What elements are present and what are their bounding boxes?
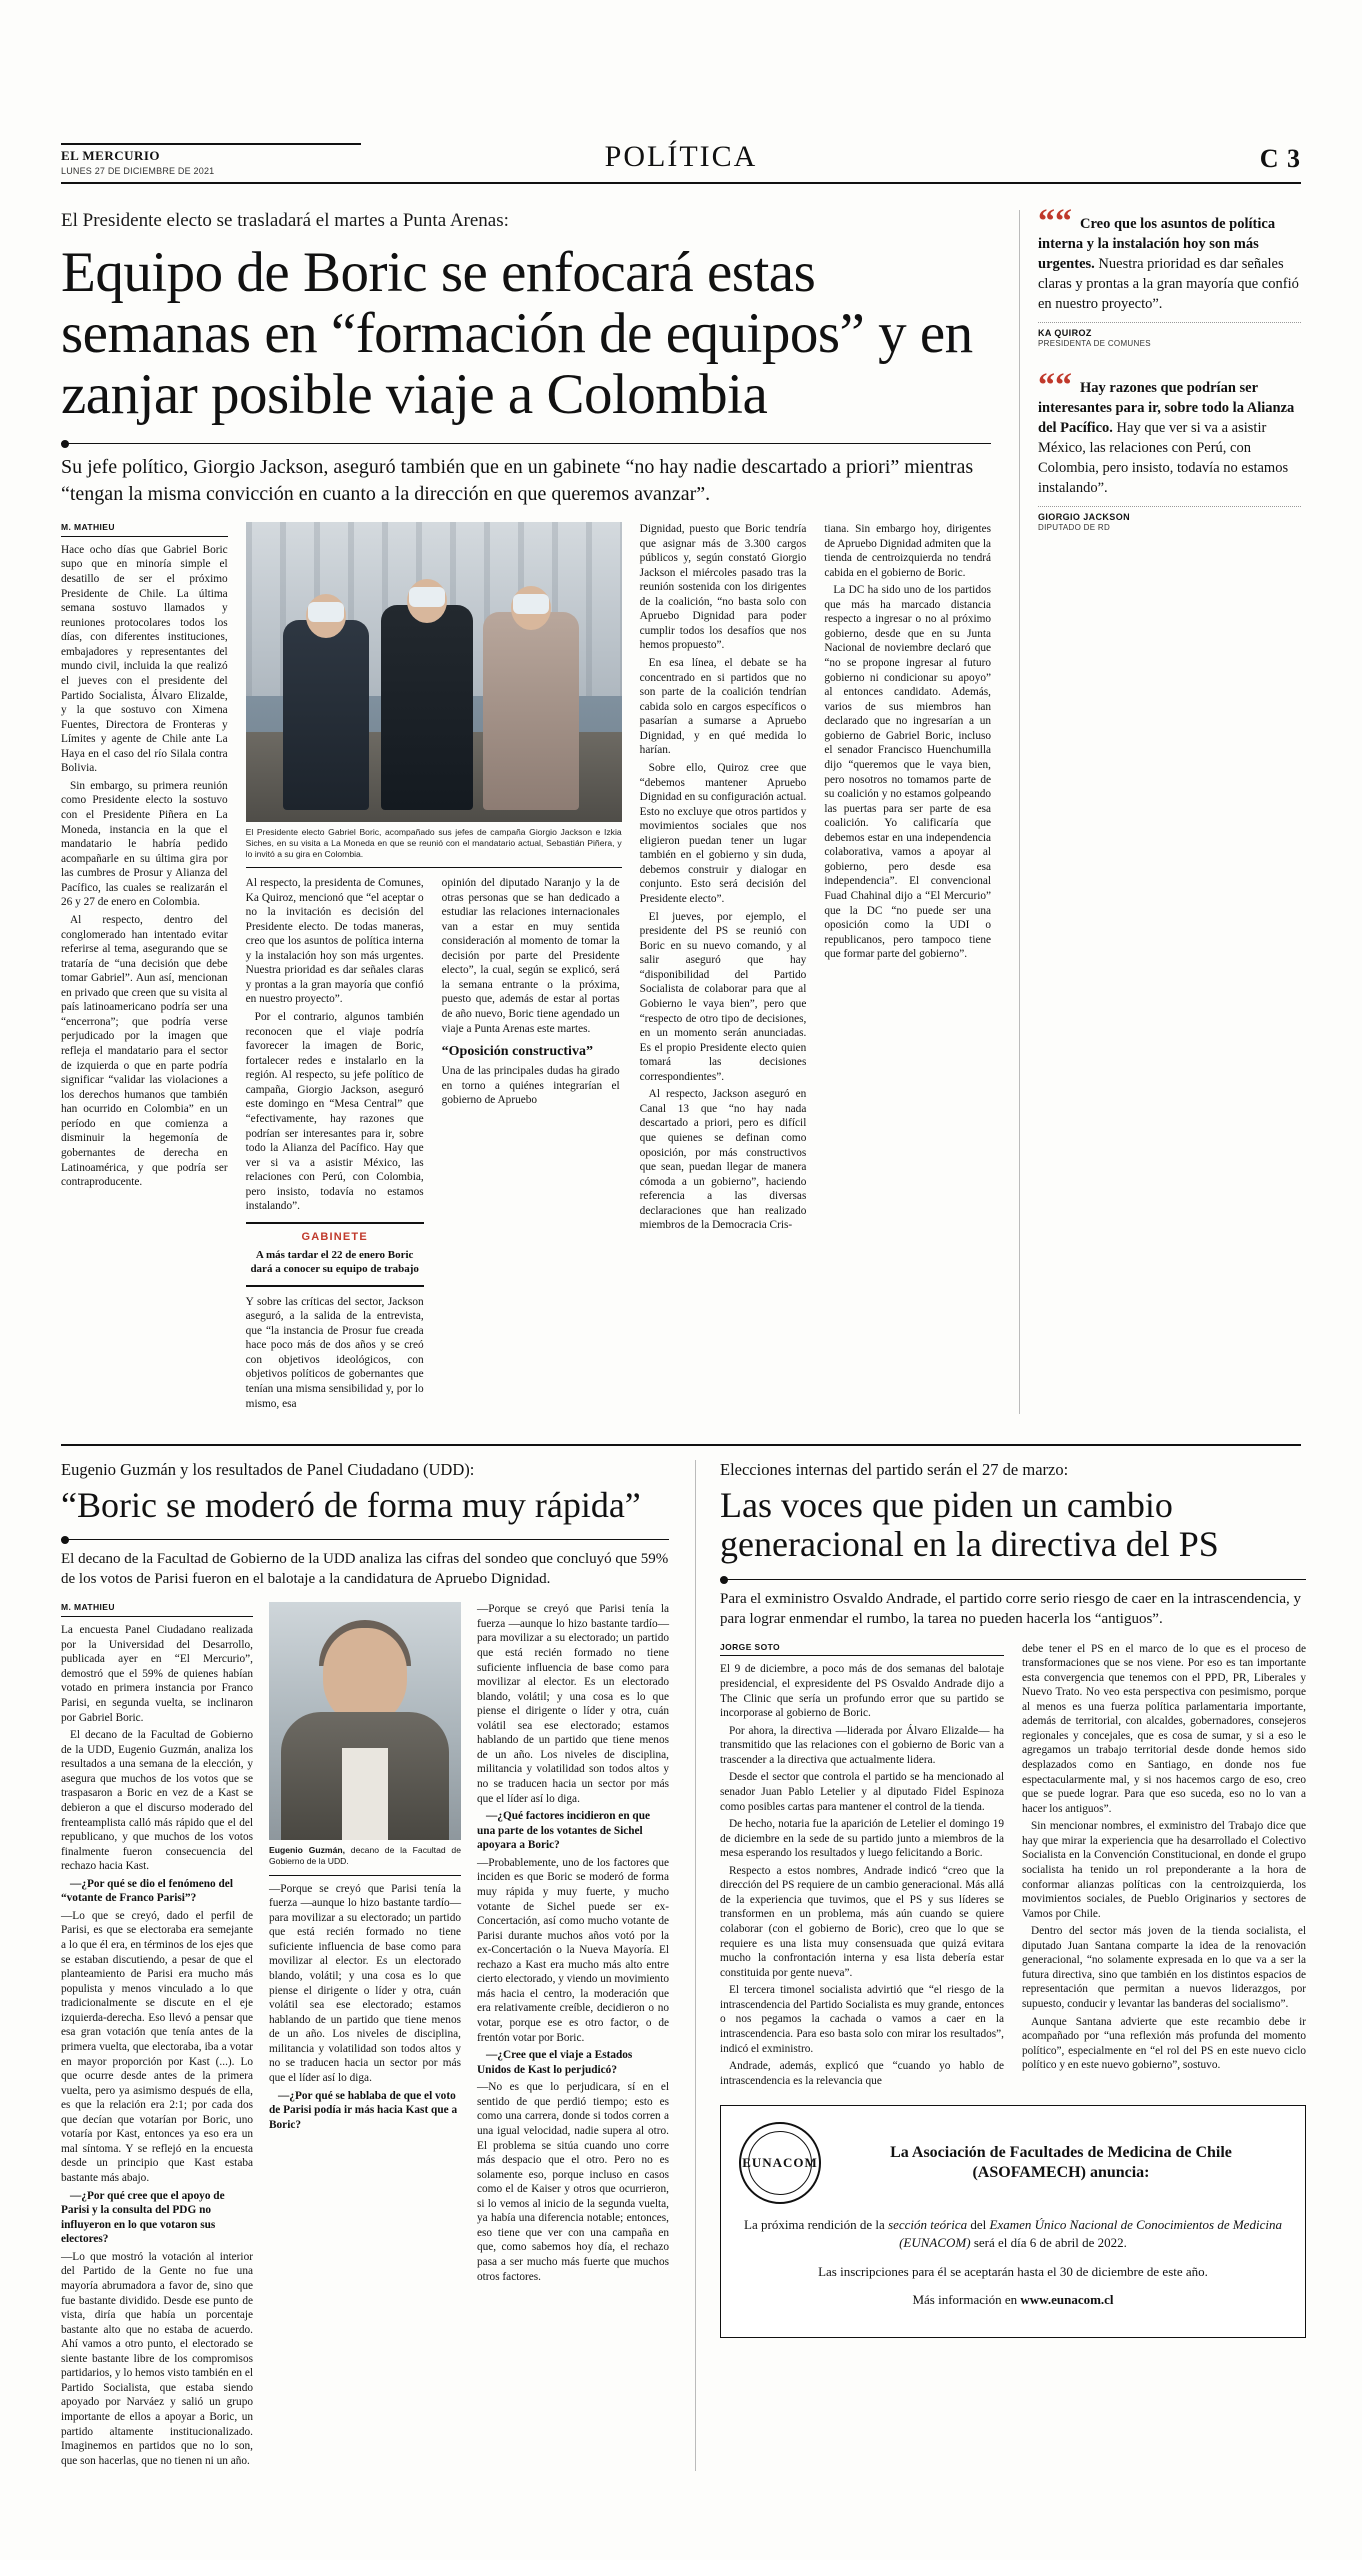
masthead-left xyxy=(61,143,361,176)
lead-deck: Su jefe político, Giorgio Jackson, aseguró también que en un gabinete “no hay nadie descartado a priori” mientras “tengan la misma convicción en cuanto a la dirección en que queremos avanzar”. xyxy=(61,455,974,505)
ad-line-4 xyxy=(739,2291,1287,2309)
lead-column-1 xyxy=(61,522,228,1414)
paragraph: Sin mencionar nombres, el exministro del Trabajo dice que hay que mirar la experiencia que ha desarrollado el Colectivo Socialista en la Convención Constitucional, en donde el grupo socialista ha tenido un rol preponderante a la hora de conformar alianzas políticas con la centroizquierda, los movimientos sociales, de Pueblo Originarios y sectores de Vamos por Chile. xyxy=(1022,1820,1306,1920)
infobox-title: GABINETE xyxy=(301,1230,368,1243)
paragraph: Por ahora, la directiva —liderada por Álvaro Elizalde— ha transmitido que las relaciones con el gobierno de Boric van a trascender a la directiva que actualmente lidera. xyxy=(720,1724,1004,1766)
pullquote-attribution-name: GIORGIO JACKSON xyxy=(1038,512,1131,522)
story3-headline: Las voces que piden un cambio generacional en la directiva del PS xyxy=(720,1485,1219,1565)
photo-head xyxy=(306,594,346,638)
story2-headline: “Boric se moderó de forma muy rápida” xyxy=(61,1485,641,1526)
photo-person-boric xyxy=(381,605,473,810)
story3-column-1 xyxy=(720,1642,1004,2092)
story2-kicker: Eugenio Guzmán y los resultados de Panel Ciudadano (UDD): xyxy=(61,1460,475,1480)
ad-line-1 xyxy=(739,2216,1287,2252)
lead-subcolumns xyxy=(246,876,622,1414)
paragraph: El decano de la Facultad de Gobierno de la UDD, Eugenio Guzmán, analiza los resultados a una semana de la elección, y asegura que muchos de los votos que se traspasaron a Boric en vez de a Kast se debieron a que el discurso moderado del frenteamplista calló más rápido que el del republicano, y que muchos de los votos finalmente fueron consecuencia del rechazo hacia Kast. xyxy=(61,1729,253,1873)
section-title: POLÍTICA xyxy=(604,140,758,173)
paragraph: El jueves, por ejemplo, el presidente del PS se reunió con Boric en su nuevo comando, y al salir aseguró que hay “disponibilidad del Partido Socialista de colaborar para que al Gobierno le vaya bien”, pero que “respecto de otro tipo de decisiones, en un momento serán anunciadas. Es el propio Presidente electo quien tomará las decisiones correspondientes”. xyxy=(639,910,807,1083)
lead-column-2 xyxy=(246,876,424,1414)
lead-column-5 xyxy=(824,522,991,1414)
photo-head xyxy=(407,579,447,623)
answer: —Lo que mostró la votación al interior del Partido de la Gente no fue una mayoría abrumadora a favor de, sino que fue bastante dividido. Desde ese punto de vista, diría que había un porcentaje bastante alto que no estaba de acuerdo. Ahí vamos a otro punto, el electorado se siente bastante libre de los compromisos partidarios, y lo hemos visto también en el Partido Socialista, que estaba siendo apoyado por Narváez y salió un grupo importante de ellos a apoyar a Boric, un partido altamente institucionalizado. Imaginemos en partidos que no lo son, que son hacerlas, que no tienen ni un año. xyxy=(61,2250,254,2467)
story3-columns xyxy=(720,1642,1306,2092)
lead-byline: M. MATHIEU xyxy=(61,522,228,537)
question: —¿Por qué se dio el fenómeno del “votante de Franco Parisi”? xyxy=(61,1877,233,1905)
pullquote-text xyxy=(1038,216,1299,312)
ad-more-info-prefix: Más información en xyxy=(912,2291,1021,2307)
question: —¿Cree que el viaje a Estados Unidos de Kast lo perjudicó? xyxy=(477,2049,633,2076)
portrait-caption-name: Eugenio Guzmán, xyxy=(269,1845,345,1856)
pullquote-1 xyxy=(1038,203,1301,348)
face-mask-icon xyxy=(308,602,344,622)
divider xyxy=(1038,506,1301,507)
paragraph: Andrade, además, explicó que “cuando yo hablo de intrascendencia es la relevancia que xyxy=(720,2060,1004,2087)
paragraph: debe tener el PS en el marco de lo que es el proceso de transformaciones que se nos viene. Por eso es tan importante esta convergencia que tenemos con el PPD, PR, Liberales y Nuevo Trato. No veo esta perspectiva con pesimismo, porque al menos es una fuerza política parlamentaria importante, además de territorial, con alcaldes, gobernadores, consejeros regionales y concejales, que es cosa de sumar, y si a eso le agregamos un trabajo territorial desde donde hemos sido desplazados como en Santiago, en donde nos fue espectacularmente mal, y si nos hacemos cargo de eso, creo que se puede lograr. Para que eso suceda, eso no lo van a hacer los antiguos”. xyxy=(1022,1642,1306,1815)
lead-divider xyxy=(61,443,991,444)
lead-column-4 xyxy=(640,522,807,1414)
paragraph: Desde el sector que controla el partido se ha mencionado al senador Juan Pablo Letelier y al diputado Fidel Espinoza como posibles cartas para mantener el control de la tienda. xyxy=(720,1771,1004,1813)
advertisement-eunacom xyxy=(720,2105,1306,2338)
lead-photo xyxy=(246,522,622,822)
pullquote-text-rest: Nuestra prioridad es dar señales claras y prontas a la gran mayoría que confió en nuestro proyecto”. xyxy=(1038,256,1299,312)
paragraph: —Porque se creyó que Parisi tenía la fuerza —aunque lo hizo bastante tardío— para movilizar a su electorado; un partido que está recién formado no tiene suficiente influencia de base como para movilizar al elector. Es un electorado blando, volátil; y una cosa es lo que piense el dirigente o líder y otra, cuán volátil sea ese electorado; estamos hablando de un partido que tiene menos de un año. Los niveles de disciplina, militancia y volatilidad son todos altos y no se traducen hacia un sector por más que el líder así lo diga. xyxy=(477,1603,669,1805)
paragraph: En esa línea, el debate se ha concentrado en si partidos que no son parte de la coalición tendrían cabida solo en cargos específicos o pasarían a sumarse a Apruebo Dignidad, y en qué medida lo harían. xyxy=(639,657,807,757)
paragraph: Al respecto, dentro del conglomerado han intentado evitar referirse al tema, asegurando que se trataría de “una decisión que debe tomar Gabriel”. Aun así, mencionan en privado que creen que su visita al país latinoamericano podría ser una “encerrona”; que podría verse perjudicado por la imagen que refleja el mandatario para el sector de izquierda o que en parte podría significar “validar las violaciones a los derechos humanos que también han ocurrido en Colombia” en un período en que comienza a disminuir la hegemonía de gobernantes de derecha en Latinoamérica, y que podría ser contraproducente. xyxy=(61,913,228,1189)
paragraph: Sin embargo, su primera reunión como Presidente electo la sostuvo con el Presidente Piñera en La Moneda, instancia en la que el mandatario le habría pedido acompañarle en su última gira por las cumbres de Prosur y Alianza del Pacífico, las cuales se realizarán el 26 y 27 de enero en Colombia. xyxy=(61,779,228,909)
paragraph: Respecto a estos nombres, Andrade indicó “creo que la dirección del PS requiere de un cambio generacional. Más allá de la experiencia que tuvimos, que el PS y sus líderes se transformen en un problema, más aún cuando se quiere colaborar (con el gobierno de Boric), creo que lo que se requiere es una lista muy consensuada que quizá evitara mucho la confrontación interna y esa lista debería estar constituida por gente nueva”. xyxy=(720,1864,1004,1979)
lead-body xyxy=(61,522,991,1414)
ad-exam-date: será el día 6 de abril de 2022. xyxy=(970,2235,1127,2251)
story3-byline: JORGE SOTO xyxy=(720,1642,1004,1657)
publication-date: LUNES 27 DE DICIEMBRE DE 2021 xyxy=(61,166,215,176)
face-mask-icon xyxy=(513,594,549,614)
paragraph: Al respecto, Jackson aseguró en Canal 13 que “no hay nada descartado a priori, pero es difícil que quienes se definan como oposición, por más constructivos que sean, puedan llegar de manera cómoda a un gobierno”, haciendo referencia a las diversas declaraciones que han realizado miembros de la Democracia Cris- xyxy=(639,1088,807,1232)
ad-title: La Asociación de Facultades de Medicina de Chile (ASOFAMECH) anuncia: xyxy=(890,2144,1232,2182)
pullquote-text-bold: Creo que los asuntos de política interna y la instalación hoy son más urgentes. xyxy=(1038,216,1276,272)
pullquote-2 xyxy=(1038,367,1301,532)
paragraph: tiana. Sin embargo hoy, dirigentes de Apruebo Dignidad admiten que la tienda de centroizquierda no tendrá cabida en el gobierno de Boric. xyxy=(824,522,992,579)
story2-divider xyxy=(61,1539,669,1540)
story2-column-3 xyxy=(477,1602,669,2471)
question: —¿Qué factores incidieron en que una parte de los votantes de Sichel apoyara a Boric? xyxy=(477,1810,651,1852)
story2-portrait-photo xyxy=(269,1602,461,1840)
photo-person-jackson xyxy=(283,620,369,810)
story3-column-2 xyxy=(1022,1642,1306,2092)
ad-line1-emph: sección teórica xyxy=(888,2217,968,2233)
quote-mark-icon: ““ xyxy=(1038,203,1072,240)
masthead xyxy=(61,140,1301,184)
divider xyxy=(1038,322,1301,323)
ad-website-link[interactable]: www.eunacom.cl xyxy=(1020,2291,1114,2307)
paragraph: Dignidad, puesto que Boric tendría que asignar más de 3.300 cargos públicos y, según constató Giorgio Jackson el miércoles pasado tras la reunión sostenida con los dirigentes de la coalición, “no basta solo con Apruebo Dignidad para poder cumplir todos los desafíos que nos hemos propuesto”. xyxy=(639,522,807,652)
story-ps xyxy=(695,1460,1306,2471)
paragraph: De hecho, notaria fue la aparición de Letelier el domingo 19 de diciembre en la sede de su partido junto a miembros de la mesa esperando los resultados y luego felicitando a Boric. xyxy=(720,1818,1004,1860)
pullquote-text xyxy=(1038,380,1294,496)
answer: —Probablemente, uno de los factores que inciden es que Boric se moderó de forma muy rápida y muy fuerte, y mucho votante de Sichel puede ser ex-Concertación, así como mucho votante de Parisi durante muchos años votó por la ex-Concertación o la Nueva Mayoría. El rechazo a Kast era mucho más alto entre cierto electorado, y viendo un movimiento más hacia el centro, la moderación que era relativamente creíble, decidieron o no votar, porque ese es otro factor, o de frentón votar por Boric. xyxy=(477,1856,669,2044)
ad-header xyxy=(739,2122,1287,2204)
question: —¿Por qué cree que el apoyo de Parisi y la consulta del PDG no influyeron en lo que votaron sus electores? xyxy=(61,2189,225,2246)
newspaper-brand: EL MERCURIO xyxy=(61,143,361,164)
lead-kicker: El Presidente electo se trasladará el martes a Punta Arenas: xyxy=(61,210,509,231)
story2-column-2 xyxy=(269,1602,461,2471)
story2-column-1 xyxy=(61,1602,253,2471)
ad-line-3: Las inscripciones para él se aceptarán hasta el 30 de diciembre de este año. xyxy=(818,2263,1208,2279)
ad-exam-name: Examen Único Nacional de Conocimientos de Medicina (EUNACOM) xyxy=(899,2217,1282,2251)
pullquote-attribution-name: KA QUIROZ xyxy=(1038,328,1092,338)
photo-head xyxy=(511,586,551,630)
portrait-caption-rest: decano de la Facultad de Gobierno de la UDD. xyxy=(269,1845,461,1867)
answer: —Porque se creyó que Parisi tenía la fuerza —aunque lo hizo bastante tardío— para movilizar a su electorado; un partido que está recién formado no tiene suficiente influencia de base como para movilizar al elector. Es un electorado blando, volátil; y una cosa es lo que piense el dirigente o líder y otra, cuán volátil sea ese electorado; estamos hablando de un partido que tiene menos de un año. Los niveles de disciplina, militancia y volatilidad son todos altos y no se traducen hacia un sector por más que el líder así lo diga. xyxy=(269,1882,461,2084)
question: —¿Por qué se hablaba de que el voto de Parisi podía ir más hacia Kast que a Boric? xyxy=(269,2089,458,2131)
ad-body xyxy=(739,2216,1287,2309)
pullquote-text-bold: Hay razones que podrían ser interesantes para ir, sobre todo la Alianza del Pacífico. xyxy=(1038,380,1295,436)
paragraph: Y sobre las críticas del sector, Jackson aseguró, a la salida de la entrevista, que “la instancia de Prosur fue creada hace poco más de dos años y se creó con objetivos ideológicos, con objetivos políticos de gobernantes que tenían una misma sensibilidad y, por lo mismo, esa xyxy=(245,1295,424,1410)
pullquote-attribution-role: DIPUTADO DE RD xyxy=(1038,523,1111,532)
lead-main xyxy=(61,210,991,1414)
pullquote-attribution-role: PRESIDENTA DE COMUNES xyxy=(1038,339,1151,348)
lead-column-3 xyxy=(442,876,620,1414)
paragraph: Una de las principales dudas ha girado en torno a quiénes integrarían el gobierno de Apruebo xyxy=(441,1065,620,1107)
photo-person-siches xyxy=(483,612,579,810)
story3-deck: Para el exministro Osvaldo Andrade, el partido corre serio riesgo de caer en la intrascendencia, y para lograr enmendar el rumbo, la tarea no pueden hacerla los “antiguos”. xyxy=(720,1590,1302,1627)
pullquote-rail xyxy=(1019,203,1301,1414)
lead-story xyxy=(61,203,1301,1414)
answer: —No es que lo perjudicara, sí en el sentido de que perdió tiempo; esto es como una carrera, donde si todos corren a una igual velocidad, nadie supera al otro. El problema se sitúa cuando uno corre más despacio que el otro. Pero no es solamente eso, porque incluso en casos como el de Kaiser y otros que ocurrieron, si lo vemos al inicio de la segunda vuelta, ya había una diferencia notable; entonces, eso tiene que ver con una campaña en que, como sabemos hoy día, el rechazo pasa a ser mucho más fuerte que muchos otros factores. xyxy=(477,2081,669,2283)
infobox-text: A más tardar el 22 de enero Boric dará a conocer su equipo de trabajo xyxy=(250,1249,419,1276)
story3-divider xyxy=(720,1579,1306,1580)
portrait-head xyxy=(323,1628,407,1724)
lead-photo-caption: El Presidente electo Gabriel Boric, acompañado sus jefes de campaña Giorgio Jackson e Izkia Siches, en su visita a La Moneda en que se reunió con el mandatario actual, Sebastián Piñera, y lo invitó a su gira en Colombia. xyxy=(246,822,622,868)
story-guzman xyxy=(61,1460,669,2471)
lead-headline: Equipo de Boric se enfocará estas semanas en “formación de equipos” y en zanjar posible viaje a Colombia xyxy=(61,241,973,426)
paragraph: Sobre ello, Quiroz cree que “debemos mantener Apruebo Dignidad en su configuración actual. Esto no excluye que otros partidos y movimientos sociales que nos eligieron puedan tener un lugar también en el gobierno y sin duda, debemos construir y dialogar en conjunto. Esto será decisión del Presidente electo”. xyxy=(639,761,807,906)
lead-subhead: “Oposición constructiva” xyxy=(441,1044,593,1060)
story2-deck: El decano de la Facultad de Gobierno de la UDD analiza las cifras del sondeo que concluyó que 59% de los votos de Parisi fueron en el balotaje a la candidatura de Apruebo Dignidad. xyxy=(61,1551,669,1588)
paragraph: opinión del diputado Naranjo y la de otras personas que se han dedicado a estudiar las relaciones internacionales van a estar en muy sentida consideración al momento de tomar la decisión por parte del Presidente electo”, la cual, según se explicó, será la semana entrante o la próxima, puesto que, además de estar al portas de año nuevo, Boric tiene agendado un viaje a Punta Arenas este martes. xyxy=(441,876,620,1035)
paragraph: Hace ocho días que Gabriel Boric supo que en minoría simple el desatillo de ser el próximo Presidente de Chile. La última semana sostuvo llamados y reuniones protocolares todos los días, con diferentes instituciones, embajadores y representantes del mundo civil, incluida la que realizó el jueves con el presidente del Partido Socialista, Álvaro Elizalde, y la que sostuvo con Ximena Fuentes, Directora de Fronteras y Límites y agente de Chile ante La Haya en el caso del río Silala contra Bolivia. xyxy=(61,543,228,775)
story2-portrait-caption xyxy=(269,1840,461,1875)
story2-columns xyxy=(61,1602,669,2471)
paragraph: La DC ha sido uno de los partidos que más ha marcado distancia respecto a ingresar o no al próximo gobierno, desde que en su Junta Nacional de noviembre declaró que “no se propone ingresar al futuro gobierno ni condicionar su apoyo” al entonces candidato. Además, varios de sus miembros han declarado que no ingresarían a un gobierno de Gabriel Boric, incluso el senador Francisco Huenchumilla dijo “queremos que le vaya bien, pero nosotros no tomamos parte de su coalición y no estamos golpeando las puertas para ser parte de esa coalición. Yo calificaría que debemos estar en una independencia colaborativa, vamos a apoyar al gobierno, pero desde esa independencia”. El convencional Fuad Chahinal dijo a “El Mercurio” que la DC “no puede ser una oposición como la UDI o republicanos, pero tampoco tiene que formar parte del gobierno”. xyxy=(824,584,992,961)
page-number: C 3 xyxy=(1259,144,1301,173)
lower-section xyxy=(61,1444,1306,2471)
paragraph: Aunque Santana advierte que este recambio debe ir acompañado por “una reflexión más profunda del momento político”, especialmente en “el rol del PS en este nuevo ciclo político y en este nuevo gobierno”, sostuvo. xyxy=(1022,2015,1306,2072)
infobox-gabinete xyxy=(246,1222,424,1287)
story3-kicker: Elecciones internas del partido serán el 27 de marzo: xyxy=(720,1460,1069,1480)
ad-line1-mid: del xyxy=(967,2217,990,2233)
quote-mark-icon: ““ xyxy=(1038,367,1072,404)
logo-text: EUNACOM xyxy=(742,2155,818,2171)
paragraph: Dentro del sector más joven de la tienda socialista, el diputado Juan Santana comparte la idea de la renovación generacional, “no solamente expresada en lo que va a ser la futura directiva, sino que también en los distintos espacios de representación que permitan a nuevos liderazgos, por supuesto, conducir y levantar las banderas del socialismo”. xyxy=(1022,1925,1306,2011)
paragraph: El tercera timonel socialista advirtió que “el riesgo de la intrascendencia del Partido Socialista es muy grande, entonces o nos pegamos la cachada o vamos a caer en la intrascendencia. Para eso basta solo con mirar los resultados”, indicó el exministro. xyxy=(720,1984,1004,2055)
portrait-shirt xyxy=(342,1748,388,1840)
story2-byline: M. MATHIEU xyxy=(61,1602,253,1617)
ad-line1-prefix: La próxima rendición de la xyxy=(744,2217,889,2233)
pullquote-text-rest: Hay que ver si va a asistir México, las relaciones con Perú, con Colombia, pero insisto, todavía no estamos instalando”. xyxy=(1038,420,1289,496)
face-mask-icon xyxy=(409,587,445,607)
lead-photo-block xyxy=(246,522,622,1414)
paragraph: El 9 de diciembre, a poco más de dos semanas del balotaje presidencial, el expresidente del PS Osvaldo Andrade dijo a The Clinic que sería un profundo error que su partido se incorporase al gobierno de Boric. xyxy=(720,1663,1004,1720)
answer: —Lo que se creyó, dado el perfil de Parisi, es que se electoraba era semejante a lo que él era, en términos de los ejes que se estaban discutiendo, a pesar de que el planteamiento de Parisi era mucho más populista y menos vinculado a lo que tradicionalmente se discute en el eje izquierda-derecha. Eso llevó a pensar que esa gran votación que tenía antes de la primera vuelta, que electoraba, iba a votar en mayor proporción por Kast (...). Lo que ocurre desde antes de la primera vuelta, pero ya asimismo después de ella, es que la relación era 2:1; por cada dos que decían que votarían por Boric, uno votaría por Kast, entonces ya eso era un mal síntoma. Y se reflejó en la encuesta desde un principio que Kast estaba bastante más abajo. xyxy=(61,1909,253,2185)
paragraph: La encuesta Panel Ciudadano realizada por la Universidad del Desarrollo, publicada ayer en “El Mercurio”, demostró que el 59% de quienes habían votado en primera instancia por Franco Parisi, en segunda vuelta, se inclinaron por Gabriel Boric. xyxy=(61,1624,253,1724)
paragraph: Por el contrario, algunos también reconocen que el viaje podría favorecer la imagen de Boric, fortalecer redes e instalarlo en la región. Al respecto, su jefe político de campaña, Giorgio Jackson, aseguró este domingo en “Mesa Central” que “efectivamente, hay razones que podrían ser interesantes para ir, sobre todo la Alianza del Pacífico. Hay que ver si va a asistir México, las relaciones con Perú, con Colombia, pero insisto, todavía no estamos instalando”. xyxy=(245,1011,424,1213)
eunacom-logo-icon xyxy=(739,2122,821,2204)
paragraph: Al respecto, la presidenta de Comunes, Ka Quiroz, mencionó que “el aceptar o no la invitación es decisión del Presidente electo. De todas maneras, creo que los asuntos de política interna y la instalación hoy son más urgentes. Nuestra prioridad es dar señales claras y prontas a la gran mayoría que confió en nuestro proyecto”. xyxy=(245,876,424,1006)
